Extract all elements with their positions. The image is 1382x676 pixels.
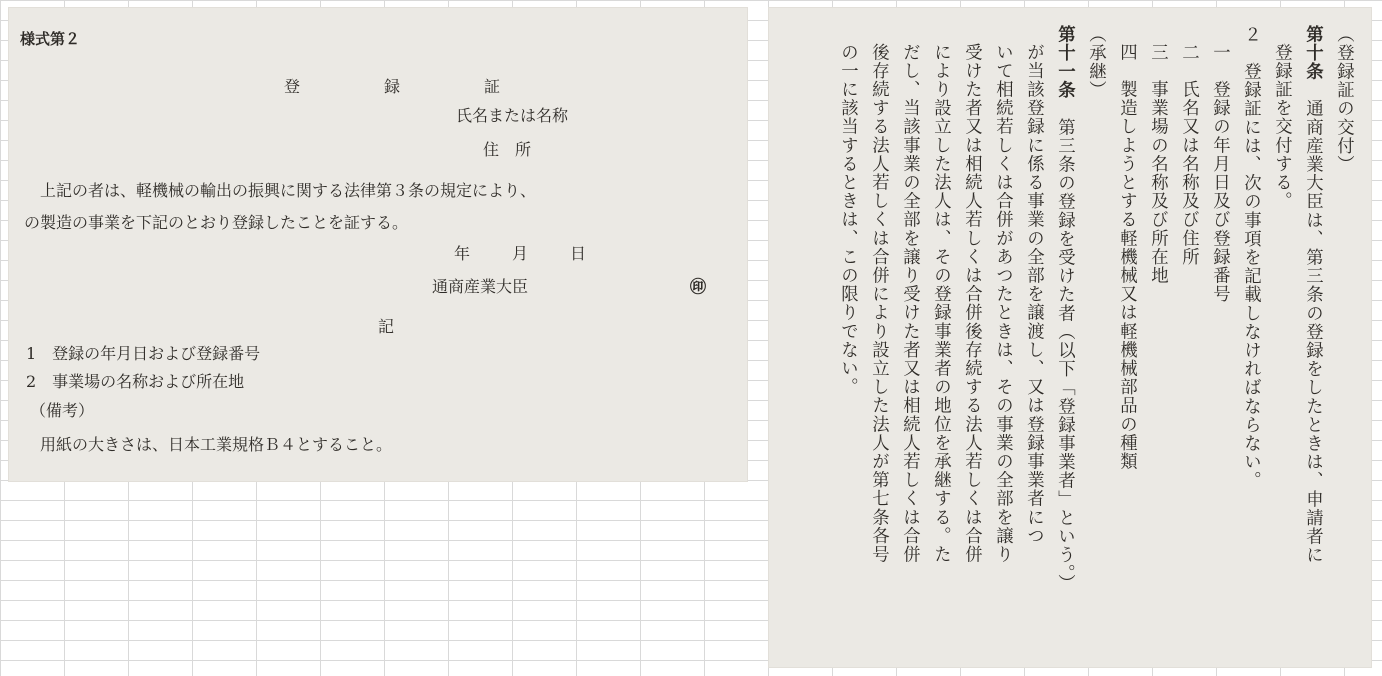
name-label: 氏名または名称 bbox=[456, 106, 569, 125]
statute-page bbox=[768, 7, 1372, 668]
article-line: ２ 登録証には、次の事項を記載しなければならない。 bbox=[1240, 25, 1261, 490]
notes-heading: 記 bbox=[378, 317, 395, 336]
certificate-title bbox=[284, 77, 584, 97]
list-item: 三 事業場の名称及び所在地 bbox=[1147, 43, 1168, 285]
certificate-body-line: の製造の事業を下記のとおり登録したことを証する。 bbox=[24, 213, 409, 232]
address-label: 住 所 bbox=[483, 140, 532, 159]
article-heading: （承継） bbox=[1085, 25, 1106, 100]
article-line: 第十条 通商産業大臣は、第三条の登録をしたときは、申請者に bbox=[1302, 25, 1323, 565]
article-line: の一に該当するときは、この限りでない。 bbox=[837, 43, 858, 397]
article-number: 第十条 bbox=[1302, 25, 1323, 81]
article-line: だし、当該事業の全部を譲り受けた者又は相続人若しくは合併 bbox=[899, 43, 920, 564]
article-heading: （登録証の交付） bbox=[1333, 25, 1354, 174]
seal-mark: ㊞ bbox=[690, 277, 707, 296]
form-number-label: 様式第２ bbox=[20, 30, 81, 48]
date-line bbox=[454, 244, 628, 264]
article-line: いて相続若しくは合併があつたときは、その事業の全部を譲り bbox=[992, 43, 1013, 564]
article-line: 後存続する法人若しくは合併により設立した法人が第七条各号 bbox=[868, 43, 889, 564]
certificate-body-line: 上記の者は、軽機械の輸出の振興に関する法律第３条の規定により、 bbox=[40, 181, 537, 200]
article-line: 第十一条 第三条の登録を受けた者（以下「登録事業者」という。） bbox=[1054, 25, 1075, 593]
date-char: 月 bbox=[512, 244, 529, 263]
title-char: 登 bbox=[284, 77, 301, 96]
article-line: 受けた者又は相続人若しくは合併後存続する法人若しくは合併 bbox=[961, 43, 982, 564]
remarks-text: 用紙の大きさは、日本工業規格Ｂ４とすること。 bbox=[40, 435, 393, 454]
remarks-heading: （備考） bbox=[30, 401, 95, 420]
list-item: 一 登録の年月日及び登録番号 bbox=[1209, 43, 1230, 304]
article-line: により設立した法人は、その登録事業者の地位を承継する。た bbox=[930, 43, 951, 564]
list-item: 四 製造しようとする軽機械又は軽機械部品の種類 bbox=[1116, 43, 1137, 471]
title-char: 録 bbox=[384, 77, 401, 96]
list-item: 二 氏名又は名称及び住所 bbox=[1178, 43, 1199, 267]
date-char: 日 bbox=[570, 244, 587, 263]
list-item: 1 登録の年月日および登録番号 bbox=[26, 344, 261, 363]
form-page bbox=[8, 7, 748, 482]
article-line: が当該登録に係る事業の全部を譲渡し、又は登録事業者につ bbox=[1023, 43, 1044, 546]
minister-label: 通商産業大臣 bbox=[432, 277, 529, 296]
list-item: 2 事業場の名称および所在地 bbox=[26, 372, 245, 391]
date-char: 年 bbox=[454, 244, 471, 263]
article-number: 第十一条 bbox=[1054, 25, 1075, 100]
title-char: 証 bbox=[484, 77, 501, 96]
article-line: 登録証を交付する。 bbox=[1271, 43, 1292, 211]
